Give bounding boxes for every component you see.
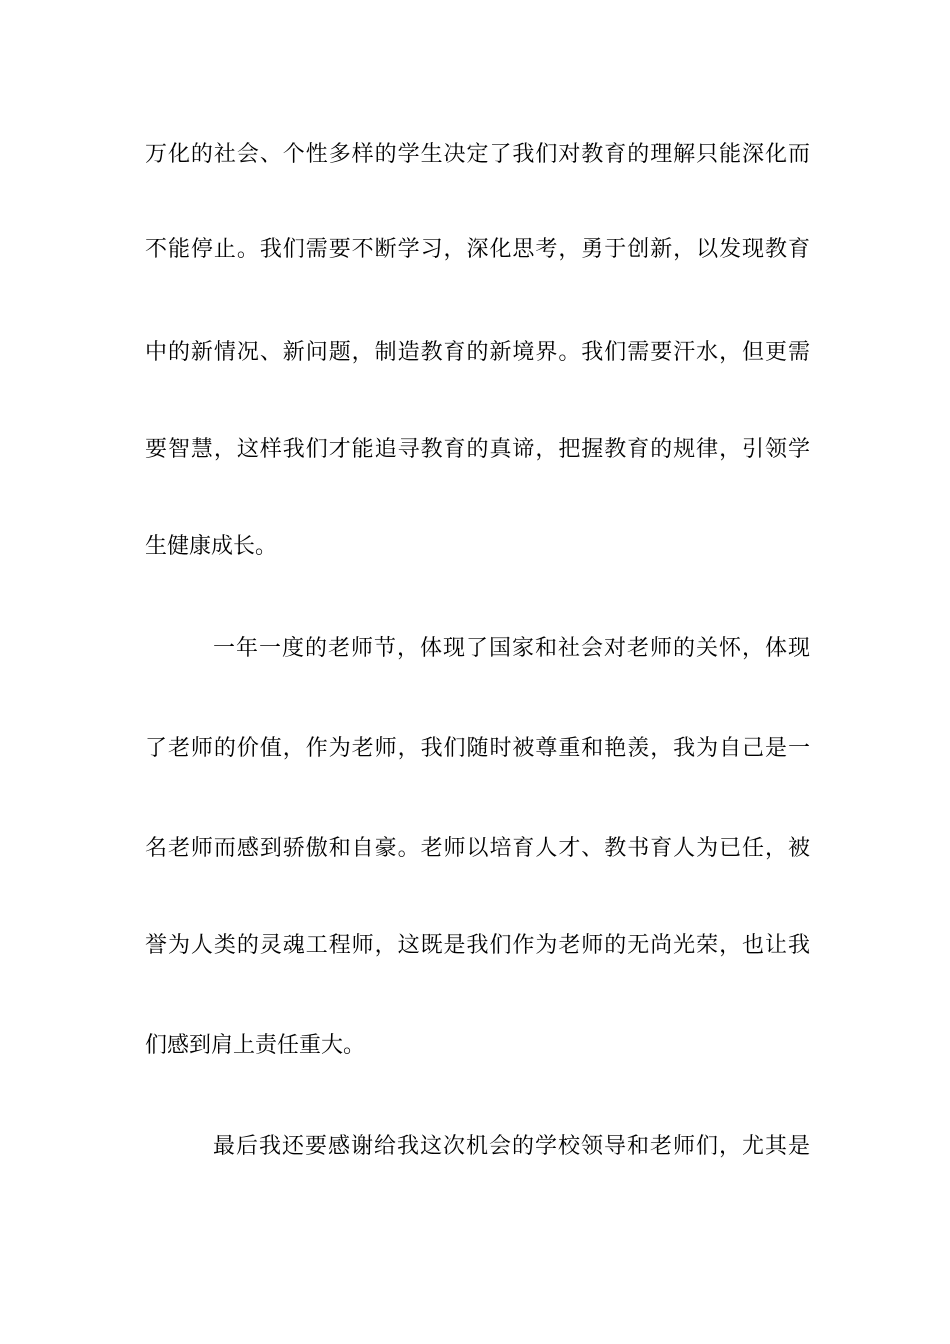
paragraph-last-line: 们感到肩上责任重大。 bbox=[145, 1033, 366, 1058]
paragraph-line: 中的新情况、新问题，制造教育的新境界。我们需要汗水，但更需 bbox=[145, 340, 810, 365]
paragraph-last-line: 生健康成长。 bbox=[145, 534, 278, 559]
paragraph-line: 万化的社会、个性多样的学生决定了我们对教育的理解只能深化而 bbox=[145, 142, 810, 167]
paragraph-line: 要智慧，这样我们才能追寻教育的真谛，把握教育的规律，引领学 bbox=[145, 437, 810, 462]
paragraph-line: 誉为人类的灵魂工程师，这既是我们作为老师的无尚光荣，也让我 bbox=[145, 933, 810, 958]
paragraph-line: 不能停止。我们需要不断学习，深化思考，勇于创新，以发现教育 bbox=[145, 237, 810, 262]
paragraph-line: 名老师而感到骄傲和自豪。老师以培育人才、教书育人为已任，被 bbox=[145, 836, 810, 861]
paragraph-first-line: 最后我还要感谢给我这次机会的学校领导和老师们，尤其是 bbox=[213, 1134, 810, 1159]
paragraph-line: 了老师的价值，作为老师，我们随时被尊重和艳羡，我为自己是一 bbox=[145, 736, 810, 761]
paragraph-first-line: 一年一度的老师节，体现了国家和社会对老师的关怀，体现 bbox=[213, 636, 810, 661]
